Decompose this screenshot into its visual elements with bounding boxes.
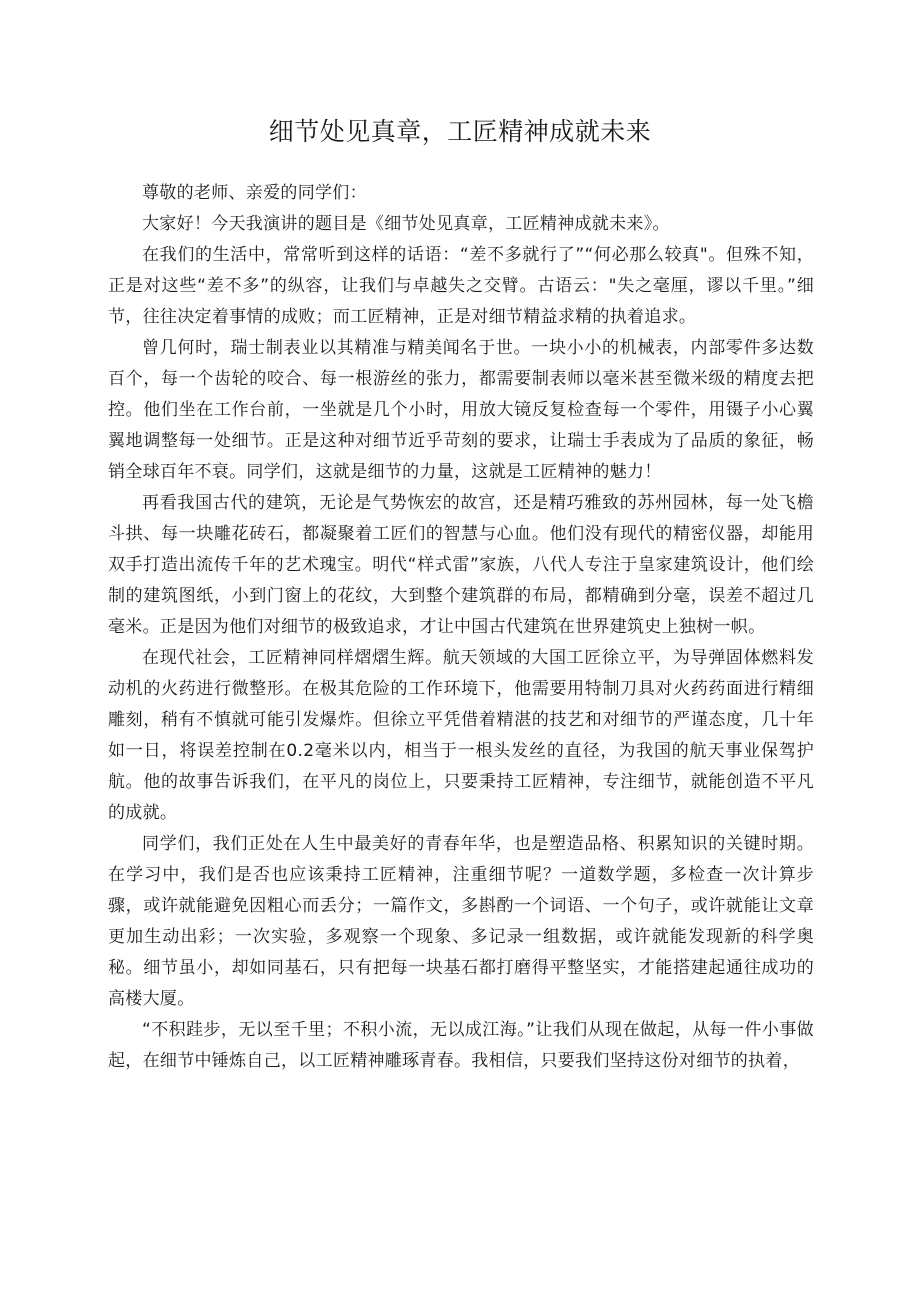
closing-paragraph: “不积跬步，无以至千里；不积小流，无以成江海。”让我们从现在做起，从每一件小事做起，在细节中锤炼自己，以工匠精神雕琢青春。我相信，只要我们坚持这份对细节的执着， — [108, 1020, 814, 1071]
modern-craftsman-paragraph: 在现代社会，工匠精神同样熠熠生辉。航天领域的大国工匠徐立平，为导弹固体燃料发动机的火药进行微整形。在极其危险的工作环境下，他需要用特制刀具对火药药面进行精细雕刻，稍有不慎就可能引发爆炸。但徐立平凭借着精湛的技艺和对细节的严谨态度，几十年如一日，将误差控制在0.2毫米以内，相当于一根头发丝的直径，为我国的航天事业保驾护航。他的故事告诉我们，在平凡的岗位上，只要秉持工匠精神，专注细节，就能创造不平凡的成就。 — [108, 648, 814, 823]
greeting-paragraph: 大家好！今天我演讲的题目是《细节处见真章，工匠精神成就未来》。 — [142, 214, 670, 234]
ancient-architecture-paragraph: 再看我国古代的建筑，无论是气势恢宏的故宫，还是精巧雅致的苏州园林，每一处飞檐斗拱、每一块雕花砖石，都凝聚着工匠们的智慧与心血。他们没有现代的精密仪器，却能用双手打造出流传千年的艺术瑰宝。明代“样式雷”家族，八代人专注于皇家建筑设计，他们绘制的建筑图纸，小到门窗上的花纹，大到整个建筑群的布局，都精确到分毫，误差不超过几毫米。正是因为他们对细节的极致追求，才让中国古代建筑在世界建筑史上独树一帜。 — [108, 493, 814, 637]
swiss-watch-paragraph: 曾几何时，瑞士制表业以其精准与精美闻名于世。一块小小的机械表，内部零件多达数百个，每一个齿轮的咬合、每一根游丝的张力，都需要制表师以毫米甚至微米级的精度去把控。他们坐在工作台前，一坐就是几个小时，用放大镜反复检查每一个零件，用镊子小心翼翼地调整每一处细节。正是这种对细节近乎苛刻的要求，让瑞士手表成为了品质的象征，畅销全球百年不衰。同学们，这就是细节的力量，这就是工匠精神的魅力！ — [108, 338, 814, 482]
document-title: 细节处见真章，工匠精神成就未来 — [268, 117, 652, 146]
intro-paragraph: 在我们的生活中，常常听到这样的话语：“差不多就行了”“何必那么较真"。但殊不知，正是对这些“差不多”的纵容，让我们与卓越失之交臂。古语云："失之毫厘，谬以千里。”细节，往往决定着事情的成败；而工匠精神，正是对细节精益求精的执着追求。 — [108, 245, 814, 327]
salutation-paragraph: 尊敬的老师、亲爱的同学们： — [142, 183, 367, 203]
document-body — [108, 178, 814, 1077]
student-study-paragraph: 同学们，我们正处在人生中最美好的青春年华，也是塑造品格、积累知识的关键时期。在学习中，我们是否也应该秉持工匠精神，注重细节呢？一道数学题，多检查一次计算步骤，或许就能避免因粗心而丢分；一篇作文，多斟酌一个词语、一个句子，或许就能让文章更加生动出彩；一次实验，多观察一个现象、多记录一组数据，或许就能发现新的科学奥秘。细节虽小，却如同基石，只有把每一块基石都打磨得平整坚实，才能搭建起通往成功的高楼大厦。 — [108, 834, 814, 1009]
